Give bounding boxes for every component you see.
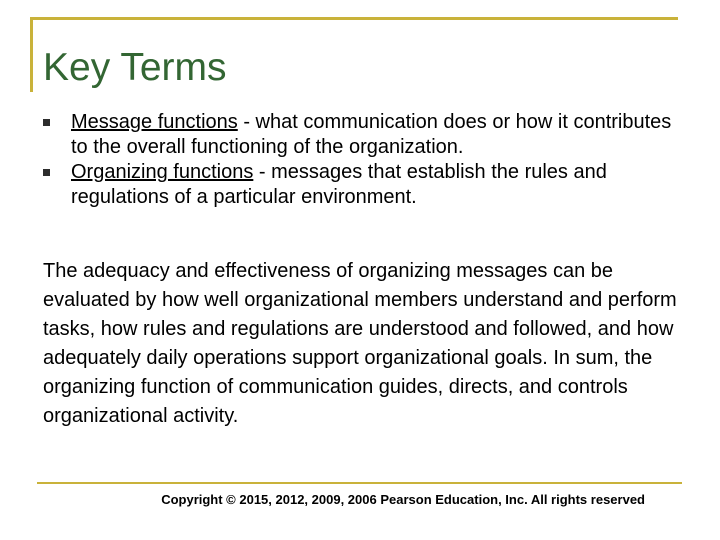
key-terms-list [43,110,683,210]
square-bullet-icon [43,119,50,126]
copyright-footer [37,492,682,508]
body-paragraph: The adequacy and effectiveness of organizing messages can be evaluated by how well organizational members understand and perform tasks, how rules and regulations are understood and followed, and how adequately daily operations support organizational goals. In sum, the organizing function of communication guides, directs, and controls organizational activity. [43,260,677,427]
footer-rule [37,482,682,484]
definition-message-functions: - what communication does or how it contributes to the overall functioning of the organization. [71,111,672,158]
copyright-text: Copyright © 2015, 2012, 2009, 2006 Pearson Education, Inc. All rights reserved [161,492,645,507]
list-item-organizing-functions [43,160,683,210]
term-organizing-functions: Organizing functions [71,161,254,183]
slide-title: Key Terms [43,46,227,89]
frame-left-rule [30,17,33,92]
definition-organizing-functions: - messages that establish the rules and regulations of a particular environment. [71,161,607,208]
frame-top-rule [30,17,678,20]
list-item-message-functions [43,110,683,160]
term-message-functions: Message functions [71,111,238,133]
square-bullet-icon [43,169,50,176]
